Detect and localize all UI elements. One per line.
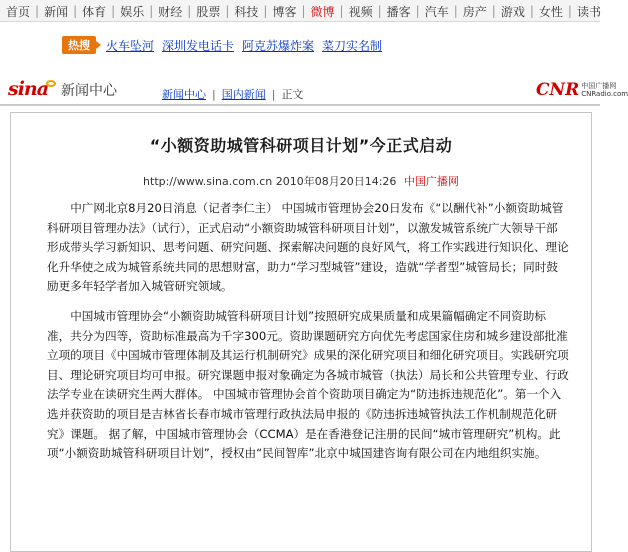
top-nav-item[interactable] — [373, 3, 411, 20]
breadcrumb — [162, 86, 303, 102]
article-panel — [10, 112, 592, 552]
nav-separator: | — [415, 4, 420, 18]
top-nav-item[interactable] — [220, 3, 258, 20]
top-nav-item[interactable] — [182, 3, 220, 20]
article-meta — [11, 173, 591, 189]
hot-link[interactable]: 菜刀实名制 — [322, 38, 383, 53]
top-nav-item[interactable] — [6, 3, 30, 20]
article-body — [47, 199, 569, 474]
article-url: http://www.sina.com.cn — [143, 175, 273, 188]
top-nav-label: 游戏 — [500, 4, 525, 19]
cnr-chinese-name: 中国广播网 — [581, 82, 617, 90]
sina-eye-icon — [46, 80, 56, 87]
top-nav-label: 房产 — [462, 4, 487, 19]
top-nav-list — [0, 0, 600, 22]
top-nav-item[interactable] — [411, 3, 449, 20]
hot-link[interactable]: 深圳发电话卡 — [162, 38, 235, 53]
article-paragraph: 中广网北京8月20日消息（记者李仁主） 中国城市管理协会20日发布《“以酬代补”小额资助城管科研项目管理办法》（试行），正式启动“小额资助城管科研项目计划”，以激发城管系统广大领导干部形成带头学习新知识、思考问题、研究问题、探索解决问题的良好风气，将工作实践进行知识化、理论化升华使之成为城管系统共同的思想财富，助力“学习型城管”建设，造就“学者型”城管局长；同时鼓励更多年轻学者加入城管研究领域。 — [47, 201, 569, 294]
page-header — [0, 74, 628, 104]
top-nav-item[interactable] — [563, 3, 601, 20]
top-nav-item[interactable] — [487, 3, 525, 20]
top-nav-label: 体育 — [82, 4, 107, 19]
nav-separator: | — [491, 4, 496, 18]
top-nav-item[interactable] — [106, 3, 144, 20]
top-nav-label: 娱乐 — [120, 4, 145, 19]
hot-links — [106, 37, 390, 54]
top-nav-item[interactable] — [449, 3, 487, 20]
nav-separator: | — [263, 4, 268, 18]
top-nav-label: 财经 — [158, 4, 183, 19]
cnr-logo[interactable] — [536, 80, 628, 100]
hot-link[interactable]: 阿克苏爆炸案 — [242, 38, 315, 53]
nav-separator: | — [301, 4, 306, 18]
nav-separator: | — [73, 4, 78, 18]
cnr-logo-text: CNR — [536, 80, 580, 100]
hot-link[interactable]: 火车坠河 — [106, 38, 155, 53]
article-title: “小额资助城管科研项目计划”今正式启动 — [149, 136, 453, 155]
sina-logo-text: sina — [8, 78, 49, 100]
nav-separator: | — [111, 4, 116, 18]
top-nav-label: 首页 — [6, 4, 31, 19]
breadcrumb-separator: | — [271, 87, 276, 101]
top-nav-label: 股票 — [196, 4, 221, 19]
hot-search-bar — [0, 36, 390, 54]
top-nav-label: 视频 — [348, 4, 373, 19]
top-nav-bar — [0, 0, 600, 22]
nav-separator: | — [35, 4, 40, 18]
top-nav-item[interactable] — [525, 3, 563, 20]
top-nav-item[interactable] — [144, 3, 182, 20]
sina-news-logo[interactable] — [8, 78, 117, 100]
nav-separator: | — [339, 4, 344, 18]
top-nav-label: 微博 — [310, 4, 335, 19]
cnr-english-name: CNRadio.com — [581, 90, 628, 98]
top-nav-label: 汽车 — [424, 4, 449, 19]
top-nav-label: 科技 — [234, 4, 259, 19]
top-nav-item[interactable] — [335, 3, 373, 20]
top-nav-label: 播客 — [386, 4, 411, 19]
nav-separator: | — [225, 4, 230, 18]
top-nav-item[interactable] — [296, 3, 334, 20]
nav-separator: | — [453, 4, 458, 18]
breadcrumb-separator: | — [212, 87, 216, 101]
nav-separator: | — [377, 4, 382, 18]
breadcrumb-domestic-news[interactable]: 国内新闻 — [221, 88, 266, 101]
top-nav-label: 新闻 — [44, 4, 69, 19]
nav-separator: | — [149, 4, 154, 18]
top-nav-item[interactable] — [68, 3, 106, 20]
breadcrumb-current: 正文 — [281, 88, 304, 101]
article-paragraph: 中国城市管理协会“小额资助城管科研项目计划”按照研究成果质量和成果篇幅确定不同资助标准，共分为四等，资助标准最高为千字300元。资助课题研究方向优先考虑国家住房和城乡建设部批准立项的项目《中国城市管理体制及其运行机制研究》成果的深化研究项目和细化研究项目。实践研究项目、理论研究项目均可申报。研究课题申报对象确定为各城市城管（执法）局长和公共管理专业、行政法学专业在读研究生两大群体。 中国城市管理协会首个资助项目确定为“防违拆违规范化”。第一个入选并获资助的项目是吉林省长春市城市管理行政执法局申报的《防违拆违城管执法工作机制规范化研究》课题。 据了解，中国城市管理协会（CCMA）是在香港登记注册的民间“城市管理研究”机构。此项“小额资助城管科研项目计划”，授权由“民间智库”北京中城国建咨询有限公司在内地组织实施。 — [47, 308, 569, 461]
cnr-logo-subtext — [581, 82, 628, 98]
top-nav-label: 女性 — [538, 4, 563, 19]
nav-separator: | — [529, 4, 534, 18]
header-divider — [0, 104, 600, 106]
top-nav-item[interactable] — [30, 3, 68, 20]
nav-separator: | — [187, 4, 192, 18]
top-nav-item[interactable] — [258, 3, 296, 20]
article-source[interactable]: 中国广播网 — [403, 175, 459, 188]
top-nav-label: 读书 — [576, 4, 601, 19]
news-center-label: 新闻中心 — [61, 83, 118, 99]
top-nav-label: 博客 — [272, 4, 297, 19]
hot-badge: 热搜 — [62, 36, 96, 54]
article-date: 2010年08月20日14:26 — [275, 175, 397, 188]
nav-separator: | — [567, 4, 572, 18]
breadcrumb-news-center[interactable]: 新闻中心 — [162, 88, 206, 101]
